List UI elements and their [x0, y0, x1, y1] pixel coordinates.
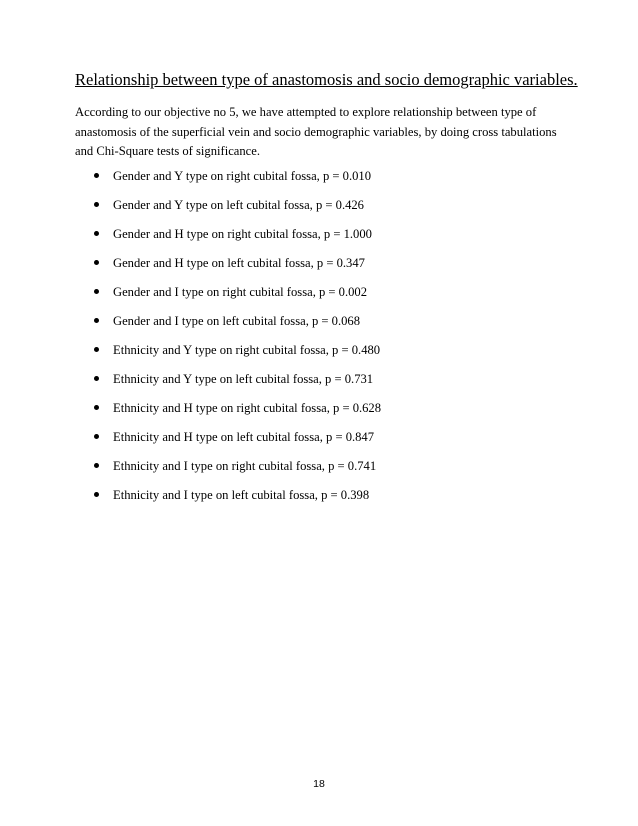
list-item	[75, 369, 575, 398]
list-item	[75, 195, 575, 224]
list-item	[75, 398, 575, 427]
page-number: 18	[313, 778, 325, 790]
list-item	[75, 427, 575, 456]
list-item-text: Gender and Y type on right cubital fossa, p = 0.010	[113, 169, 371, 183]
list-item-text: Ethnicity and Y type on right cubital fossa, p = 0.480	[113, 343, 381, 357]
bullet-icon	[94, 405, 99, 410]
list-item	[75, 485, 575, 514]
bullet-icon	[94, 318, 99, 323]
list-item-text: Ethnicity and I type on right cubital fossa, p = 0.741	[113, 459, 377, 473]
list-item-text: Ethnicity and Y type on left cubital fossa, p = 0.731	[113, 372, 374, 386]
bullet-icon	[94, 289, 99, 294]
bullet-icon	[94, 434, 99, 439]
bullet-icon	[94, 173, 99, 178]
bullet-icon	[94, 376, 99, 381]
bullet-icon	[94, 463, 99, 468]
bullet-icon	[94, 231, 99, 236]
list-item-text: Gender and Y type on left cubital fossa, p = 0.426	[113, 198, 364, 212]
bullet-icon	[94, 492, 99, 497]
list-item-text: Gender and I type on right cubital fossa, p = 0.002	[113, 285, 368, 299]
list-item-text: Ethnicity and I type on left cubital fossa, p = 0.398	[113, 488, 370, 502]
intro-paragraph: According to our objective no 5, we have attempted to explore relationship between type of anastomosis of the superficial vein and socio demographic variables, by doing cross tabulations and Chi-Square tests of significance.	[75, 105, 557, 158]
list-item-text: Gender and H type on right cubital fossa, p = 1.000	[113, 227, 372, 241]
list-item-text: Ethnicity and H type on left cubital fossa, p = 0.847	[113, 430, 375, 444]
list-item-text: Ethnicity and H type on right cubital fossa, p = 0.628	[113, 401, 382, 415]
list-item	[75, 282, 575, 311]
list-item	[75, 224, 575, 253]
bullet-icon	[94, 202, 99, 207]
list-item	[75, 166, 575, 195]
list-item	[75, 340, 575, 369]
bullet-icon	[94, 347, 99, 352]
bullet-icon	[94, 260, 99, 265]
list-item	[75, 253, 575, 282]
section-heading: Relationship between type of anastomosis and socio demographic variables.	[75, 70, 578, 89]
list-item-text: Gender and H type on left cubital fossa, p = 0.347	[113, 256, 365, 270]
list-item-text: Gender and I type on left cubital fossa, p = 0.068	[113, 314, 361, 328]
list-item	[75, 311, 575, 340]
list-item	[75, 456, 575, 485]
results-bullet-list	[75, 166, 575, 514]
